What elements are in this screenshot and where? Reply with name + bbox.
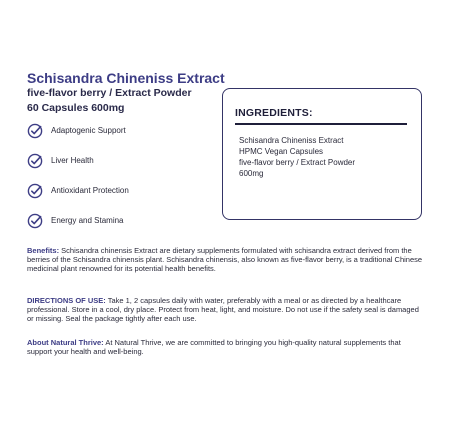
ingredients-list [239, 135, 355, 179]
check-circle-icon [27, 213, 43, 229]
feature-label: Adaptogenic Support [51, 126, 126, 135]
feature-label: Energy and Stamina [51, 216, 124, 225]
product-subtitle-dose: 60 Capsules 600mg [27, 102, 125, 114]
feature-label: Antioxidant Protection [51, 186, 129, 195]
ingredient-item: HPMC Vegan Capsules [239, 147, 324, 156]
about-heading: About Natural Thrive: [27, 338, 104, 347]
benefits-heading: Benefits: [27, 246, 60, 255]
feature-label: Liver Health [51, 156, 94, 165]
feature-item [27, 152, 129, 169]
directions-heading: DIRECTIONS OF USE: [27, 296, 106, 305]
ingredient-item: 600mg [239, 169, 264, 178]
about-text: At Natural Thrive, we are committed to bringing you high-quality natural supplements that support your health and well-being. [27, 338, 401, 356]
ingredient-item: Schisandra Chineniss Extract [239, 136, 344, 145]
check-circle-icon [27, 153, 43, 169]
directions-paragraph [27, 296, 427, 323]
check-circle-icon [27, 123, 43, 139]
feature-list [27, 122, 129, 242]
feature-item [27, 182, 129, 199]
ingredient-item: five-flavor berry / Extract Powder [239, 158, 356, 167]
product-subtitle-form: five-flavor berry / Extract Powder [27, 87, 192, 99]
ingredients-title: INGREDIENTS: [235, 107, 313, 119]
check-circle-icon [27, 183, 43, 199]
ingredients-divider [235, 123, 407, 125]
ingredients-box [222, 88, 422, 220]
product-title: Schisandra Chineniss Extract [27, 70, 225, 86]
benefits-paragraph [27, 246, 427, 273]
directions-text: Take 1, 2 capsules daily with water, preferably with a meal or as directed by a healthcare professional. Store in a cool, dry place. Protect from heat, light, and moisture. Do not use if the safety seal is damaged or missing. Seal the package tightly after each use. [27, 296, 419, 323]
feature-item [27, 122, 129, 139]
about-paragraph [27, 338, 427, 356]
benefits-text: Schisandra chinensis Extract are dietary supplements formulated with schisandra extract derived from the berries of the Schisandra chinensis plant. Schisandra chinensis, also known as five-flavor berry, is a traditional Chinese medicinal plant renowned for its potential health benefits. [27, 246, 423, 273]
feature-item [27, 212, 129, 229]
